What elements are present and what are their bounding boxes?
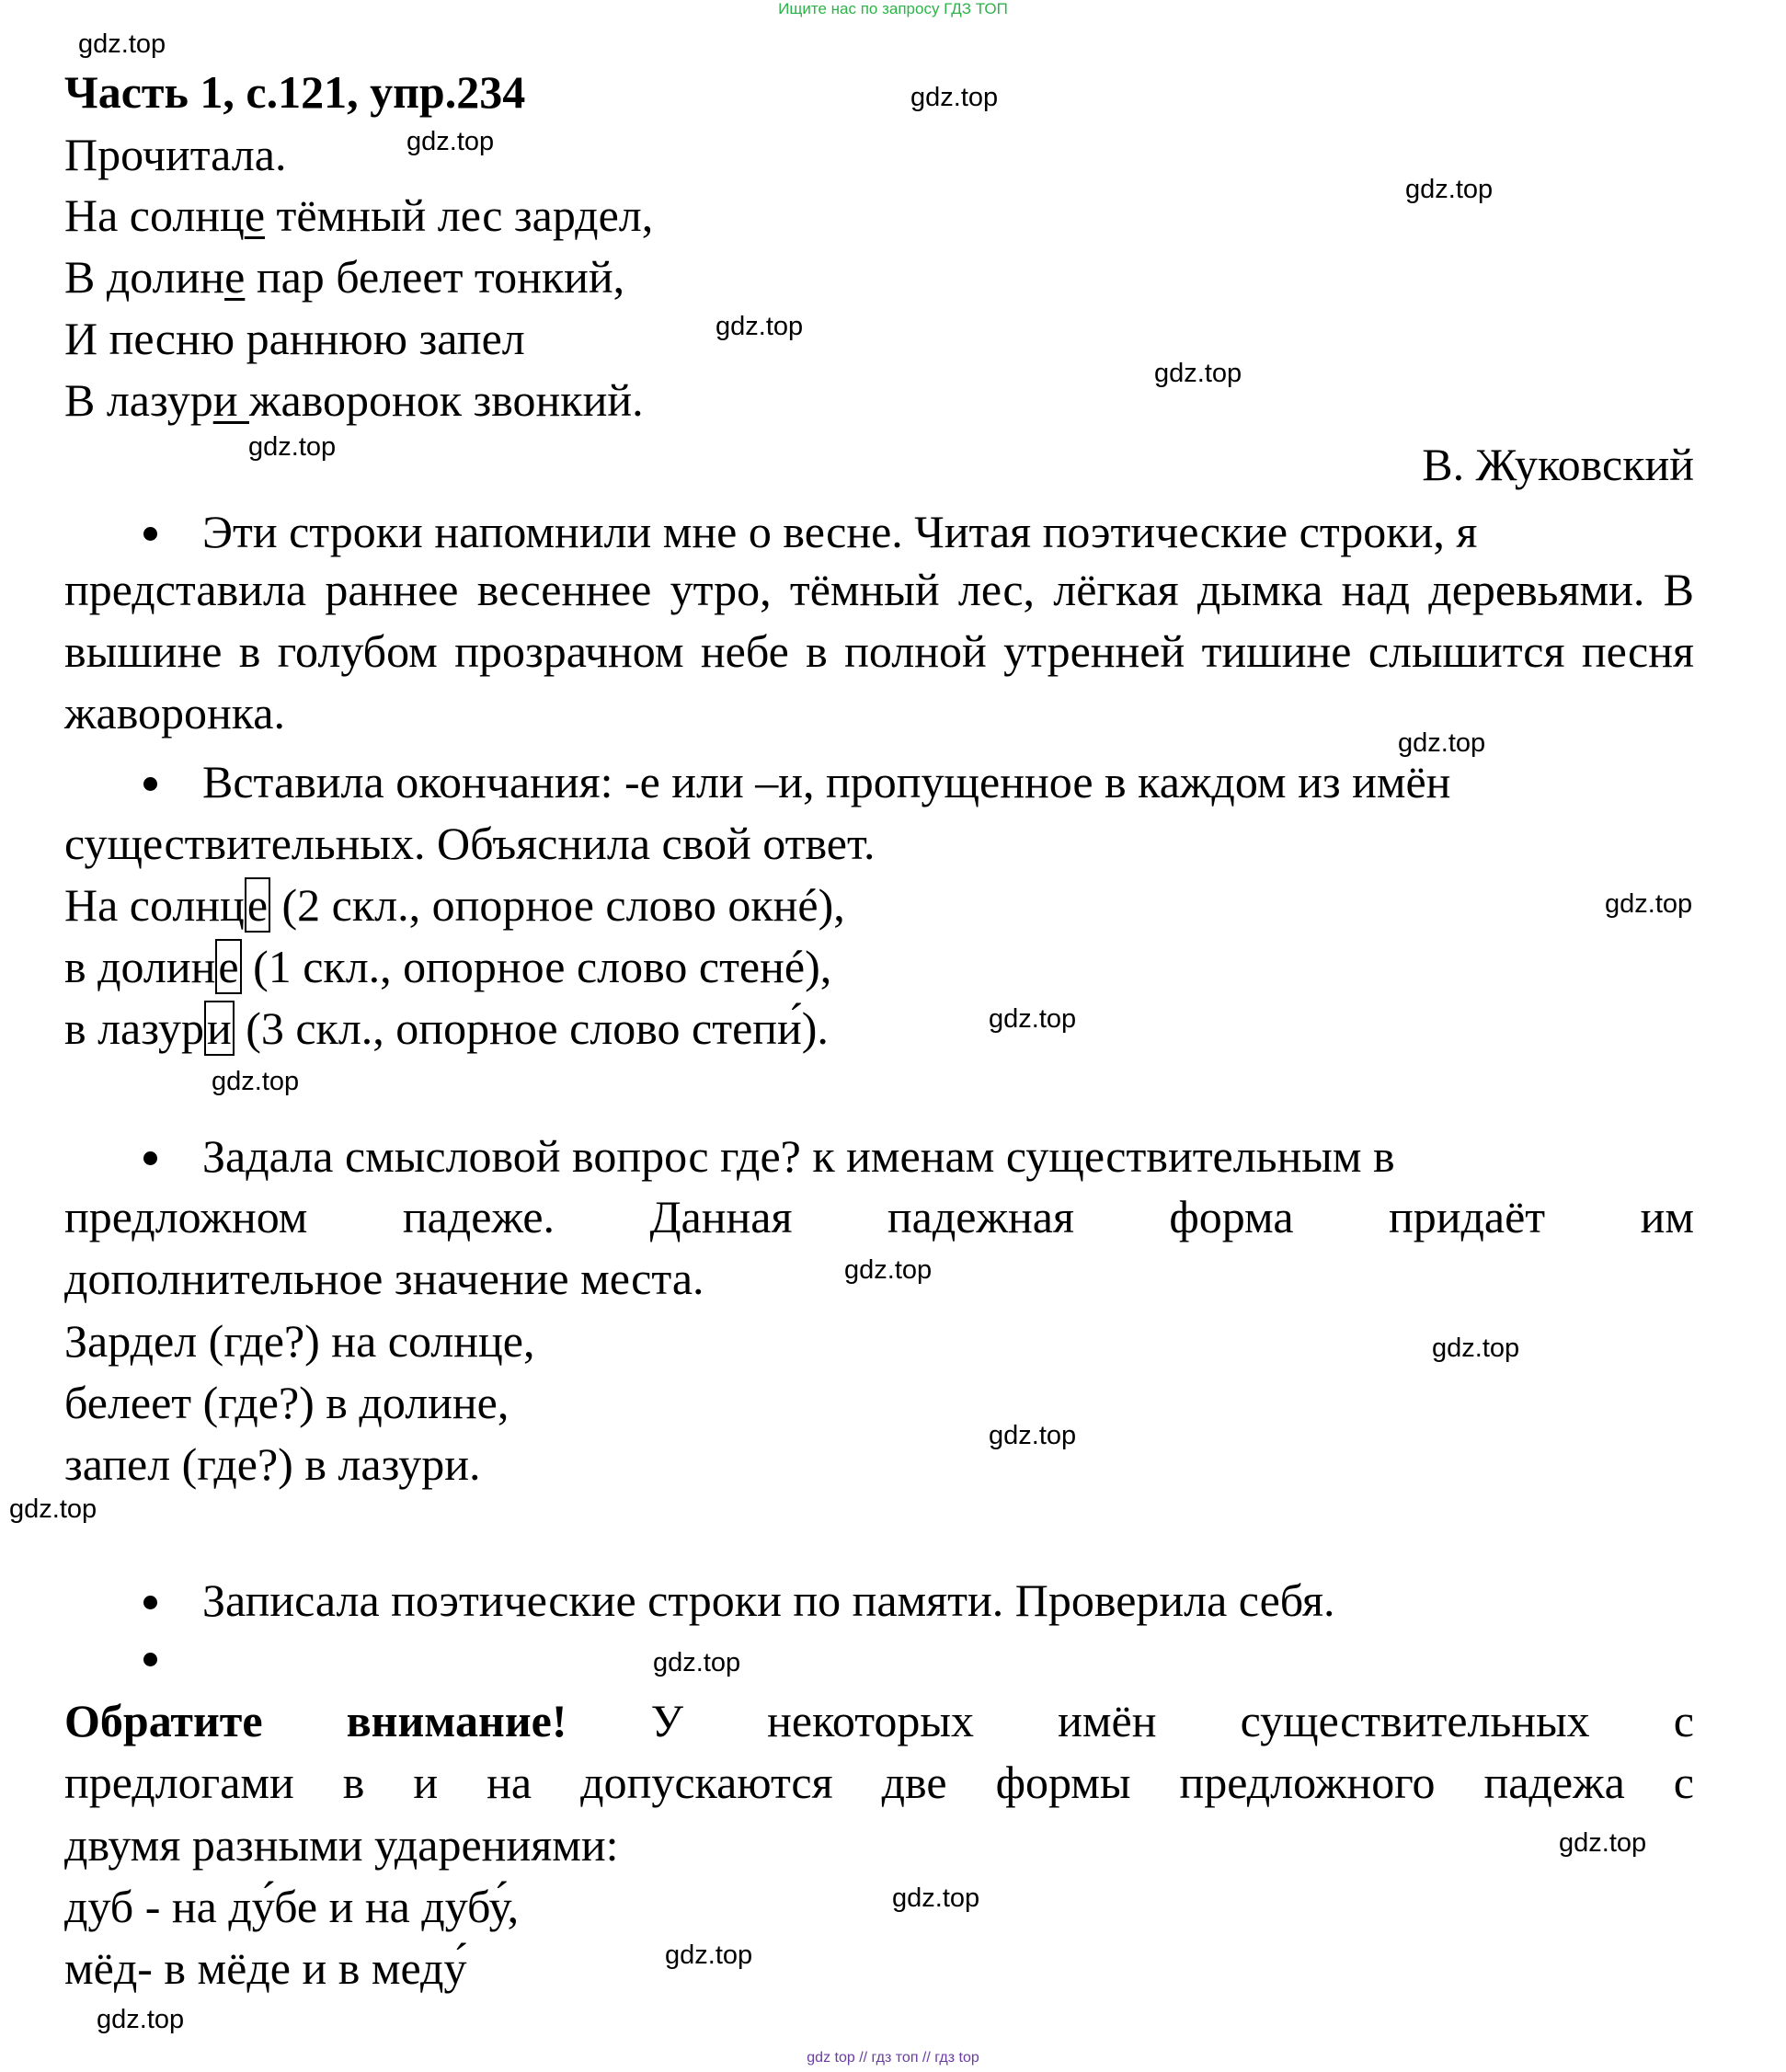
watermark: gdz.top (892, 1883, 980, 1913)
ending-line: в лазури (3 скл., опорное слово степи́). (64, 1002, 829, 1054)
watermark: gdz.top (212, 1067, 300, 1096)
watermark: gdz.top (910, 83, 999, 112)
bullet-3-second-line: предложном падеже. Данная падежная форма придаёт им (64, 1191, 1694, 1242)
watermark: gdz.top (653, 1648, 741, 1677)
example-line: дуб - на ду́бе и на дубу́, (64, 1881, 520, 1932)
watermark: gdz.top (989, 1421, 1077, 1450)
note-first-line: Обратите внимание! У некоторых имён существительных с (64, 1695, 1694, 1746)
ending-line: На солнце (2 скл., опорное слово окнé), (64, 879, 845, 931)
ending-box: и (204, 1001, 235, 1056)
watermark: gdz.top (1432, 1334, 1520, 1363)
watermark: gdz.top (1398, 728, 1486, 758)
bullet-1-first-line: Эти строки напомнили мне о весне. Читая поэтические строки, я (202, 506, 1478, 557)
read-label: Прочитала. (64, 129, 287, 180)
question-line: Зардел (где?) на солнце, (64, 1315, 535, 1367)
example-line: мёд- в мёде и в меду́ (64, 1942, 467, 1994)
note-attention: Обратите внимание! (64, 1695, 567, 1746)
bullet-4-text: Записала поэтические строки по памяти. Проверила себя. (202, 1574, 1335, 1626)
bullet-2-second-line: существительных. Объяснила свой ответ. (64, 818, 876, 869)
bullet-dot (143, 777, 157, 791)
bullet-3-first-line: Задала смысловой вопрос где? к именам существительным в (202, 1130, 1395, 1182)
watermark: gdz.top (844, 1255, 933, 1285)
watermark: gdz.top (1605, 889, 1693, 919)
poem-author: В. Жуковский (1422, 439, 1694, 490)
question-line: белеет (где?) в долине, (64, 1377, 509, 1428)
poem-line-3: И песню раннюю запел (64, 313, 525, 364)
note-second-line: предлогами в и на допускаются две формы предложного падежа с (64, 1757, 1694, 1808)
bullet-dot-empty (143, 1653, 157, 1666)
watermark: gdz.top (989, 1004, 1077, 1034)
watermark: gdz.top (97, 2005, 185, 2034)
bullet-2-first-line: Вставила окончания: -е или –и, пропущенное в каждом из имён (202, 756, 1451, 807)
ending-line: в долине (1 скл., опорное слово стенé), (64, 941, 832, 992)
watermark: gdz.top (1154, 359, 1242, 388)
watermark: gdz.top (78, 29, 166, 59)
note-third-line: двумя разными ударениями: (64, 1819, 619, 1871)
watermark: gdz.top (665, 1940, 753, 1970)
poem-line-1: На солнце тёмный лес зардел, (64, 189, 654, 241)
watermark: gdz.top (406, 127, 495, 156)
ending-box: е (245, 877, 270, 933)
poem-line-2: В долине пар белеет тонкий, (64, 251, 625, 303)
bullet-dot (143, 1596, 157, 1609)
bottom-note: gdz top // гдз топ // гдз top (807, 2050, 979, 2066)
watermark: gdz.top (716, 312, 804, 341)
watermark: gdz.top (9, 1494, 97, 1524)
bullet-1-text: представила раннее весеннее утро, тёмный лес, лёгкая дымка над деревьями. В вышине в голубом прозрачном небе в полной утренней тишине слышится песня жаворонка. (64, 564, 1694, 738)
watermark: gdz.top (248, 432, 337, 462)
watermark: gdz.top (1405, 175, 1494, 204)
bullet-dot (143, 527, 157, 541)
bullet-dot (143, 1151, 157, 1165)
poem-line-4: В лазури жаворонок звонкий. (64, 374, 644, 426)
page-title: Часть 1, с.121, упр.234 (64, 66, 526, 118)
top-search-note: Ищите нас по запросу ГДЗ ТОП (778, 0, 1008, 17)
watermark: gdz.top (1559, 1828, 1647, 1858)
bullet-3-third-line: дополнительное значение места. (64, 1253, 704, 1304)
ending-box: е (215, 939, 241, 994)
question-line: запел (где?) в лазури. (64, 1438, 481, 1490)
